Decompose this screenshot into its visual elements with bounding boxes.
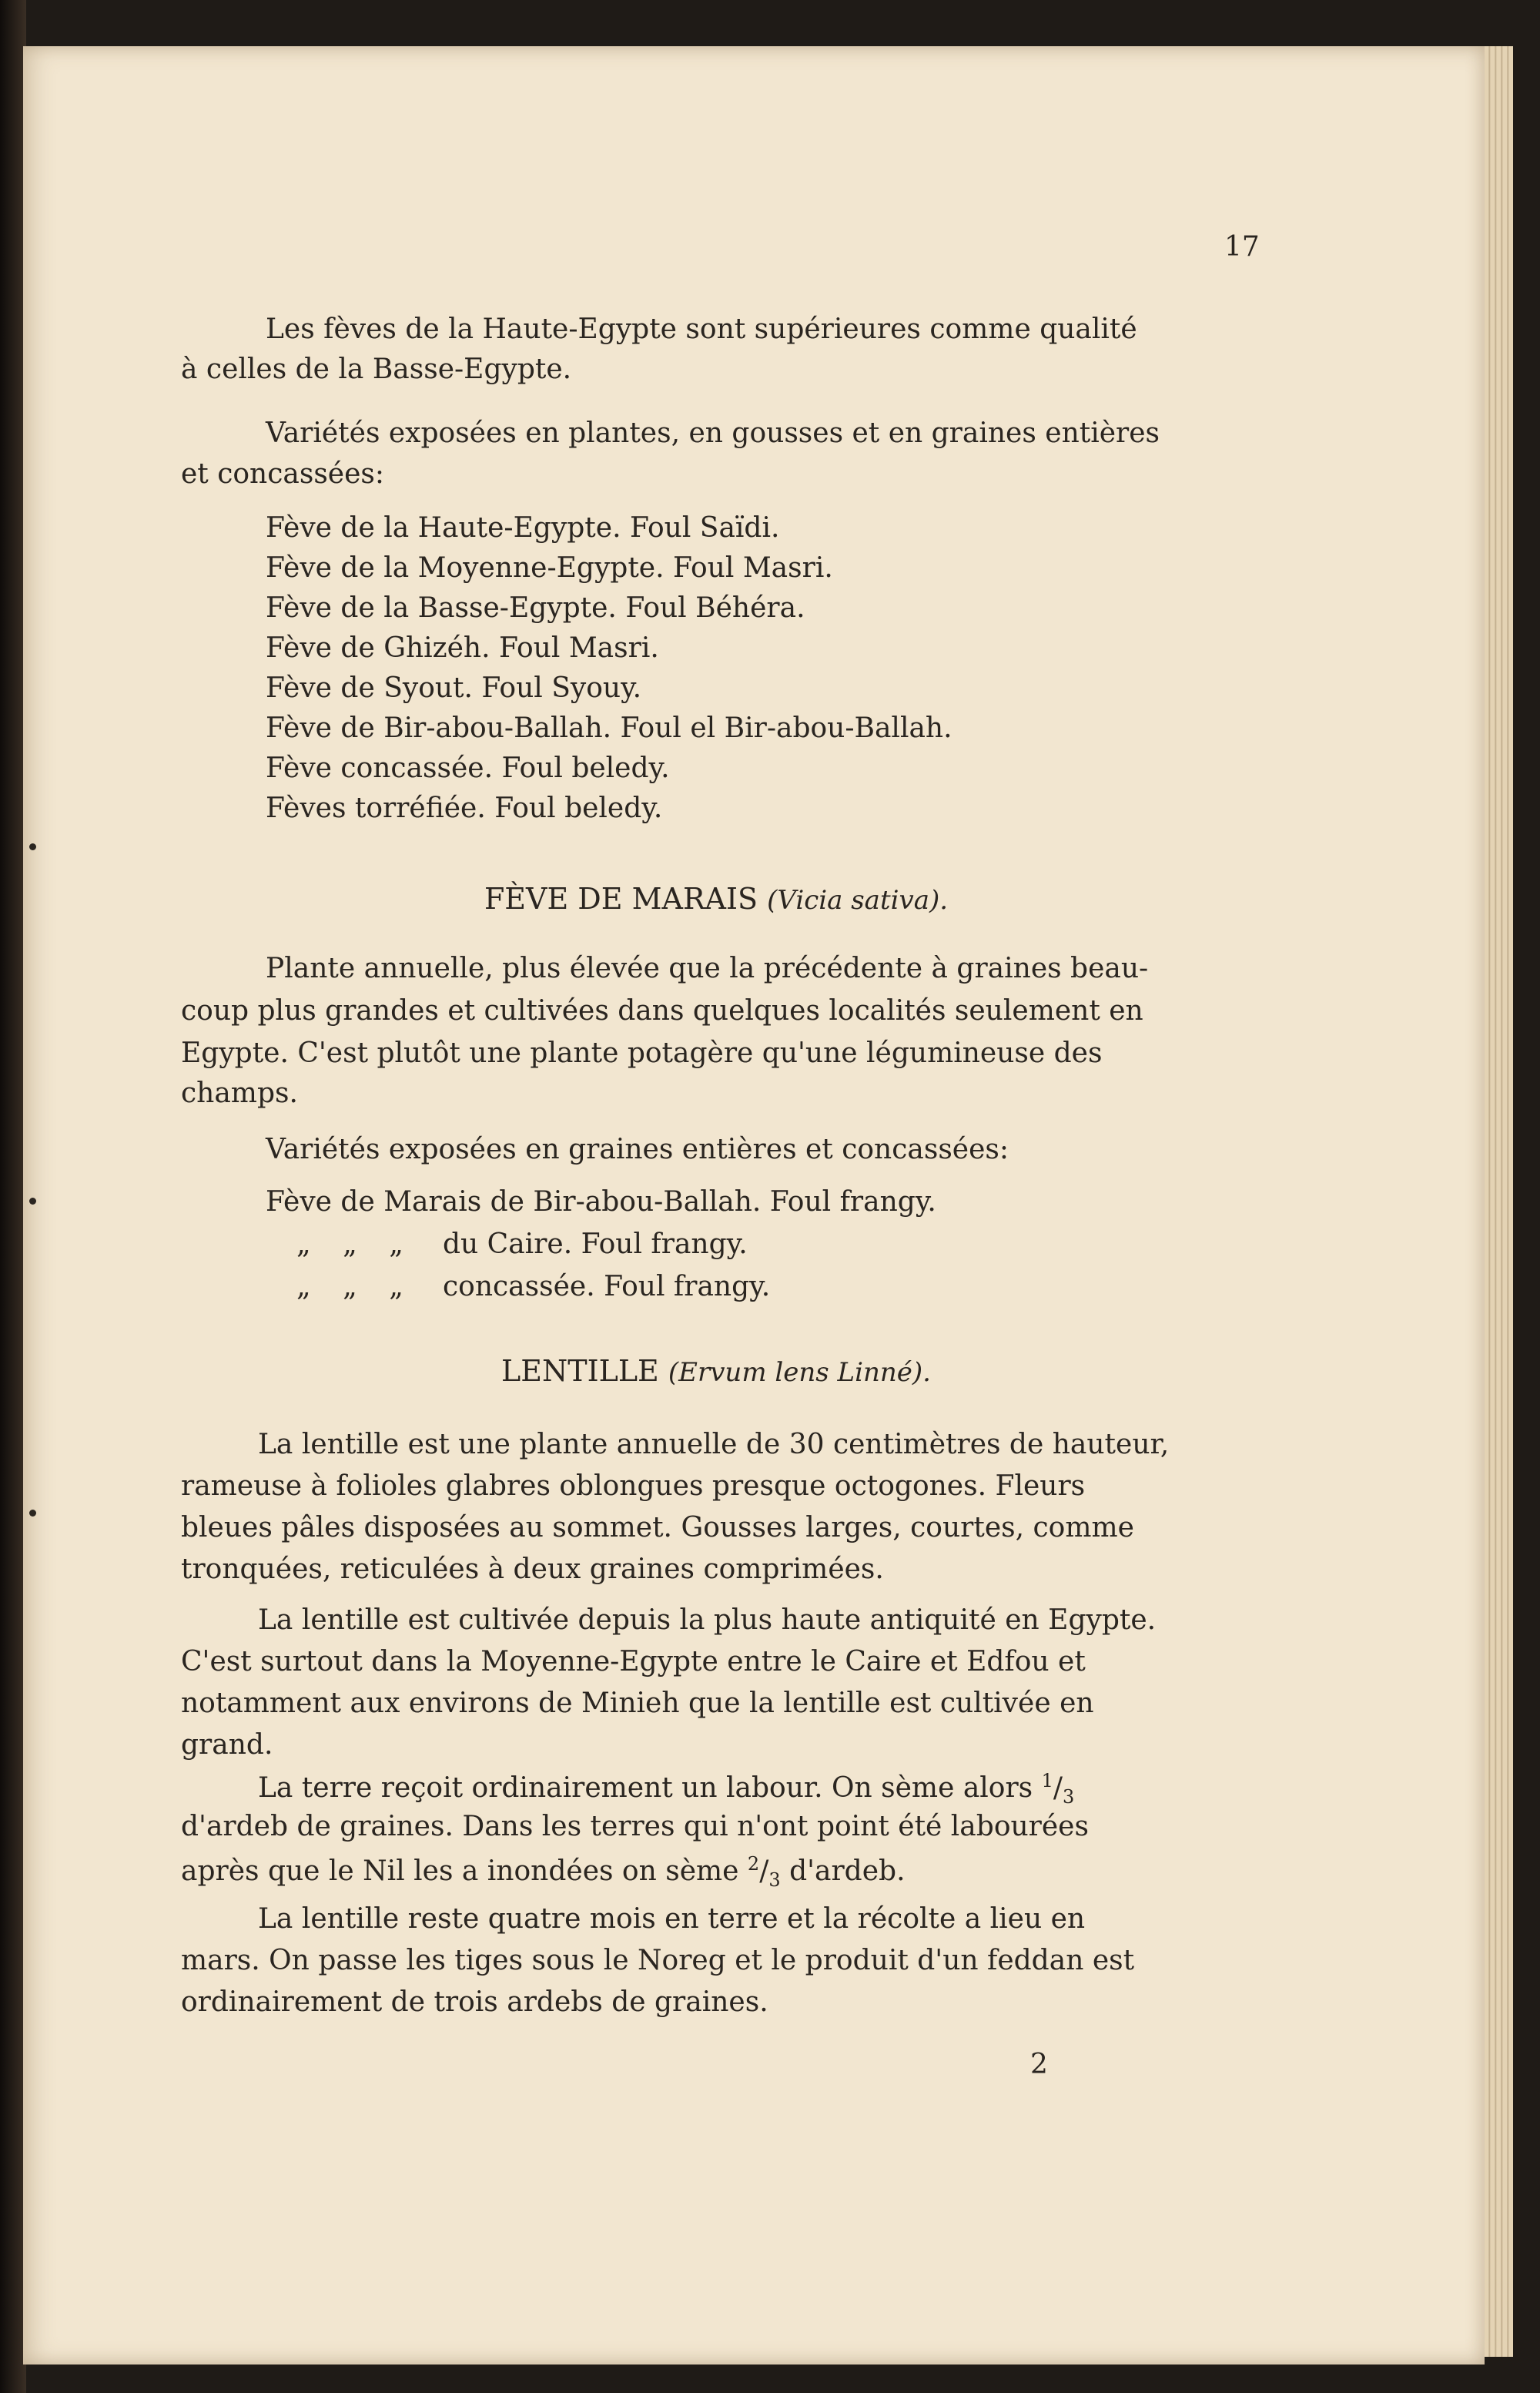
lentille-p1-line: tronquées, reticulées à deux graines comprimées. bbox=[181, 1553, 884, 1585]
text-segment: La terre reçoit ordinairement un labour. On sème alors bbox=[258, 1772, 1033, 1804]
lentille-p3-line1: La terre reçoit ordinairement un labour. On sème alors $^1/_3$ bbox=[258, 1770, 1075, 1808]
marais-desc-line: Egypte. C'est plutôt une plante potagère qu'une légumineuse des bbox=[181, 1037, 1103, 1069]
heading-title: FÈVE DE MARAIS bbox=[484, 882, 758, 916]
marais-desc-line: coup plus grandes et cultivées dans quelques localités seulement en bbox=[181, 995, 1143, 1027]
lentille-p4-line: mars. On passe les tiges sous le Noreg et le produit d'un feddan est bbox=[181, 1945, 1135, 1976]
page-number: 17 bbox=[1224, 231, 1260, 263]
feves-varieties-intro-line1: Variétés exposées en plantes, en gousses et en graines entières bbox=[266, 417, 1160, 449]
list-item: Fève concassée. Foul beledy. bbox=[266, 752, 670, 784]
fraction-denominator: 3 bbox=[1063, 1786, 1075, 1808]
feves-intro-line1: Les fèves de la Haute-Egypte sont supérieures comme qualité bbox=[266, 313, 1137, 345]
variety-text: du Caire. Foul frangy. bbox=[443, 1228, 748, 1260]
heading-lentille bbox=[177, 1354, 1255, 1388]
list-item: Fève de la Haute-Egypte. Foul Saïdi. bbox=[266, 512, 780, 544]
fraction-numerator: 2 bbox=[747, 1853, 760, 1875]
lentille-p3-line3: après que le Nil les a inondées on sème $^2/_3$ d'ardeb. bbox=[181, 1853, 906, 1892]
marais-variety-2 bbox=[266, 1228, 1344, 1260]
list-item: Fèves torréfiée. Foul beledy. bbox=[266, 793, 663, 824]
binding-shadow bbox=[0, 0, 26, 2393]
feves-intro-line2: à celles de la Basse-Egypte. bbox=[181, 354, 572, 385]
text-segment: après que le Nil les a inondées on sème bbox=[181, 1855, 739, 1887]
lentille-p4-line: La lentille reste quatre mois en terre et la récolte a lieu en bbox=[258, 1903, 1086, 1935]
list-item: Fève de Syout. Foul Syouy. bbox=[266, 672, 642, 704]
list-item: Fève de Bir-abou-Ballah. Foul el Bir-abou-Ballah. bbox=[266, 712, 952, 744]
lentille-p1-line: La lentille est une plante annuelle de 30 centimètres de hauteur, bbox=[258, 1429, 1170, 1460]
marais-desc-line: champs. bbox=[181, 1078, 298, 1109]
margin-mark bbox=[29, 1510, 36, 1517]
signature-mark: 2 bbox=[1030, 2049, 1048, 2080]
margin-mark bbox=[29, 843, 36, 850]
heading-title: LENTILLE bbox=[501, 1354, 659, 1388]
margin-mark bbox=[29, 1198, 36, 1205]
lentille-p2-line: grand. bbox=[181, 1729, 273, 1761]
list-item: Fève de Ghizéh. Foul Masri. bbox=[266, 632, 659, 664]
ditto-marks: „ „ „ bbox=[296, 1271, 403, 1302]
fraction-numerator: 1 bbox=[1041, 1770, 1053, 1791]
lentille-p2-line: C'est surtout dans la Moyenne-Egypte entre le Caire et Edfou et bbox=[181, 1646, 1086, 1677]
list-item: Fève de la Basse-Egypte. Foul Béhéra. bbox=[266, 592, 805, 624]
variety-text: concassée. Foul frangy. bbox=[443, 1271, 771, 1302]
heading-latin-name: (Ervum lens Linné). bbox=[668, 1357, 931, 1388]
marais-variety-1: Fève de Marais de Bir-abou-Ballah. Foul frangy. bbox=[266, 1186, 936, 1218]
list-item: Fève de la Moyenne-Egypte. Foul Masri. bbox=[266, 552, 833, 584]
lentille-p1-line: rameuse à folioles glabres oblongues presque octogones. Fleurs bbox=[181, 1470, 1086, 1502]
marais-desc-line: Plante annuelle, plus élevée que la précédente à graines beau- bbox=[266, 953, 1149, 984]
lentille-p2-line: La lentille est cultivée depuis la plus haute antiquité en Egypte. bbox=[258, 1604, 1157, 1636]
lentille-p4-line: ordinairement de trois ardebs de graines. bbox=[181, 1986, 768, 2018]
text-segment: d'ardeb. bbox=[789, 1855, 906, 1887]
feves-varieties-intro-line2: et concassées: bbox=[181, 458, 385, 490]
lentille-p1-line: bleues pâles disposées au sommet. Gousses larges, courtes, comme bbox=[181, 1512, 1134, 1543]
heading-latin-name: (Vicia sativa). bbox=[767, 885, 949, 916]
heading-feve-de-marais bbox=[177, 882, 1255, 916]
fraction-denominator: 3 bbox=[768, 1869, 781, 1892]
marais-variety-3 bbox=[266, 1273, 1344, 1301]
marais-varieties-intro: Variétés exposées en graines entières et concassées: bbox=[266, 1134, 1009, 1165]
lentille-p2-line: notamment aux environs de Minieh que la lentille est cultivée en bbox=[181, 1688, 1094, 1719]
lentille-p3-line2: d'ardeb de graines. Dans les terres qui n'ont point été labourées bbox=[181, 1811, 1089, 1842]
ditto-marks: „ „ „ bbox=[296, 1228, 403, 1260]
